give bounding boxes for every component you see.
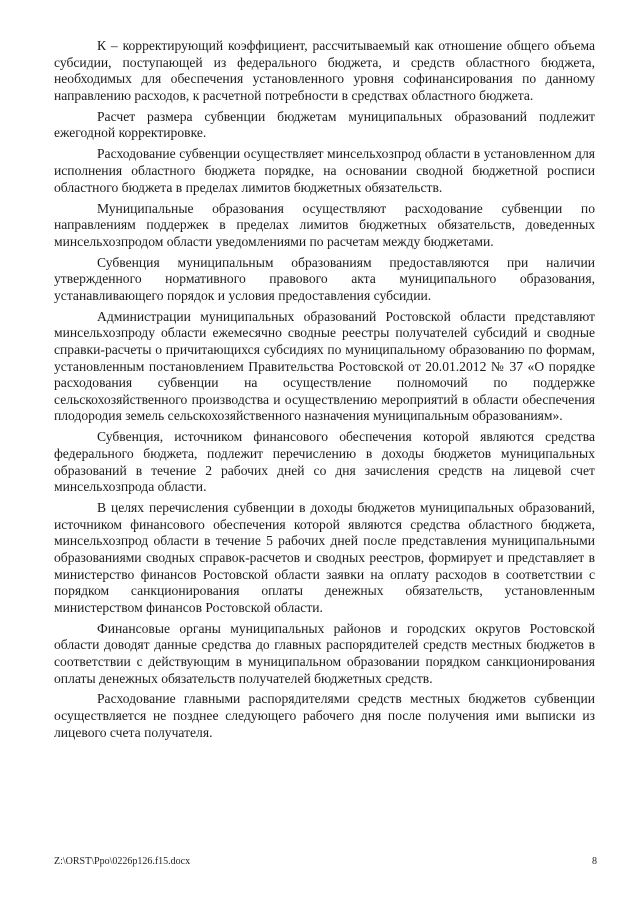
paragraph-provision-conditions: Субвенция муниципальным образованиям предоставляются при наличии утвержденного нормативного правового акта муниципального образования, устанавливающего порядок и условия предоставления субсидии. [54,254,595,303]
page-footer [54,856,597,870]
footer-file-path: Z:\ORST\Ppo\0226p126.f15.docx [54,856,191,867]
paragraph-financial-bodies: Финансовые органы муниципальных районов и городских округов Ростовской области доводят данные средства до главных распорядителей средств местных бюджетов в соответствии с действующим в муниципальном образовании порядком санкционирования оплаты денежных обязательств получателей бюджетных средств. [54,620,595,686]
paragraph-regional-transfer: В целях перечисления субвенции в доходы бюджетов муниципальных образований, источником финансового обеспечения которой являются средства областного бюджета, минсельхозпрод области в течение 5 рабочих дней после представления муниципальными образованиями сводных справок-расчетов и сводных реестров, формирует и представляет в министерство финансов Ростовской области заявки на оплату расходов в соответствии с порядком санкционирования оплаты денежных обязательств, установленным министерством финансов Ростовской области. [54,500,595,615]
paragraph-annual-adjustment: Расчет размера субвенции бюджетам муниципальных образований подлежит ежегодной корректировке. [54,108,595,141]
paragraph-municipal-spending: Муниципальные образования осуществляют расходование субвенции по направлениям поддержек в пределах лимитов бюджетных обязательств, доведенных минсельхозпродом области уведомлениями по расчетам между бюджетами. [54,200,595,249]
paragraph-federal-transfer: Субвенция, источником финансового обеспечения которой являются средства федерального бюджета, подлежит перечислению в доходы бюджетов муниципальных образований в течение 2 рабочих дней со дня зачисления средств на лицевой счет минсельхозпрода области. [54,429,595,495]
document-body [54,38,595,746]
paragraph-administrations-reports: Администрации муниципальных образований Ростовской области представляют минсельхозпроду области ежемесячно сводные реестры получателей субсидий и сводные справки-расчеты о причитающихся субсидиях по муниципальному образованию по формам, установленным постановлением Правительства Ростовской от 20.01.2012 № 37 «О порядке расходования субвенции на осуществление полномочий по поддержке сельскохозяйственного производства и осуществлению мероприятий в области обеспечения плодородия земель сельскохозяйственного назначения муниципальным образованиям». [54,308,595,424]
page-number: 8 [592,856,597,867]
paragraph-spending-order: Расходование субвенции осуществляет минсельхозпрод области в установленном для исполнения областного бюджета порядке, на основании сводной бюджетной росписи областного бюджета в пределах лимитов бюджетных обязательств. [54,146,595,195]
paragraph-correction-coefficient: К – корректирующий коэффициент, рассчитываемый как отношение общего объема субсидии, поступающей из федерального бюджета, и средств областного бюджета, необходимых для обеспечения установленного уровня софинансирования по данному направлению расходов, к расчетной потребности в средствах областного бюджета. [54,38,595,103]
paragraph-spending-deadline: Расходование главными распорядителями средств местных бюджетов субвенции осуществляется не позднее следующего рабочего дня после получения ими выписки из лицевого счета получателя. [54,691,595,740]
